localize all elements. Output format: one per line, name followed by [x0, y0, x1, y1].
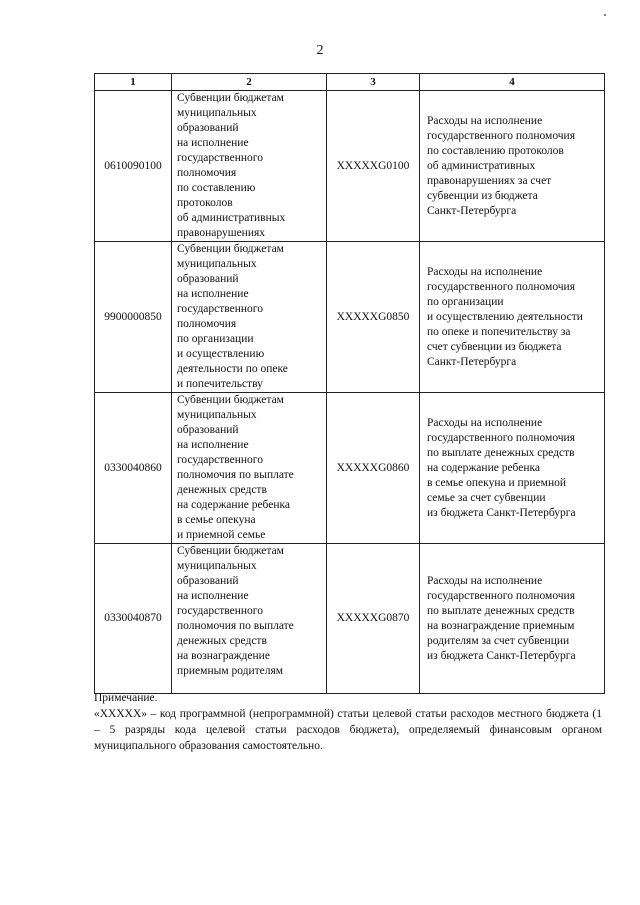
expense-line: по составлению протоколов	[427, 144, 564, 157]
expense-line: государственного полномочия	[427, 431, 575, 444]
program-code-cell: 9900000850	[95, 242, 172, 393]
description-line: и приемной семье	[177, 529, 266, 541]
description-line: образований	[177, 575, 239, 587]
expense-line: на содержание ребенка	[427, 461, 541, 474]
description-line: и осуществлению	[177, 348, 265, 360]
program-code-cell: 0610090100	[95, 91, 172, 242]
description-line: и попечительству	[177, 378, 263, 390]
description-line: на исполнение	[177, 137, 249, 149]
description-line: полномочия	[177, 167, 237, 179]
table-row	[95, 544, 605, 694]
expense-line: правонарушениях за счет	[427, 174, 552, 187]
note-text: «XXXXX» – код программной (непрограммной) статьи целевой статьи расходов местного бюджета (1 – 5 разряды кода целевой статьи расходов бюджета), определяемый финансовым органом муниципального образования самостоятельно.	[94, 708, 602, 752]
scan-speck	[604, 14, 606, 16]
target-code-cell: XXXXXG0100	[327, 91, 420, 242]
description-line: полномочия по выплате	[177, 469, 294, 481]
description-line: образований	[177, 122, 239, 134]
description-line: образований	[177, 273, 239, 285]
description-line: по составлению	[177, 182, 256, 194]
subvention-description-cell	[172, 393, 327, 544]
program-code-cell: 0330040870	[95, 544, 172, 694]
expense-line: в семье опекуна и приемной	[427, 476, 566, 489]
expense-line: Расходы на исполнение	[427, 114, 543, 127]
description-line: муниципальных	[177, 409, 257, 421]
expense-line: из бюджета Санкт-Петербурга	[427, 506, 576, 519]
description-line: государственного	[177, 152, 263, 164]
expense-line: по выплате денежных средств	[427, 446, 575, 459]
expense-line: по выплате денежных средств	[427, 604, 575, 617]
description-line: деятельности по опеке	[177, 363, 288, 375]
table-row	[95, 393, 605, 544]
description-line: государственного	[177, 454, 263, 466]
expense-line: родителям за счет субвенции	[427, 634, 570, 647]
expense-line: Санкт-Петербурга	[427, 204, 517, 217]
header-col-1: 1	[95, 74, 172, 91]
description-line: полномочия по выплате	[177, 620, 294, 632]
description-line: по организации	[177, 333, 254, 345]
description-line: на содержание ребенка	[177, 499, 291, 511]
description-line: приемным родителям	[177, 665, 284, 677]
description-line: муниципальных	[177, 560, 257, 572]
page-number: 2	[316, 43, 324, 58]
description-line: образований	[177, 424, 239, 436]
subvention-description-cell	[172, 544, 327, 694]
description-line: государственного	[177, 303, 263, 315]
description-line: протоколов	[177, 197, 233, 209]
table-row	[95, 242, 605, 393]
expense-line: Санкт-Петербурга	[427, 355, 517, 368]
target-code-cell: XXXXXG0850	[327, 242, 420, 393]
expense-line: на вознаграждение приемным	[427, 619, 575, 632]
expense-line: из бюджета Санкт-Петербурга	[427, 649, 576, 662]
expense-line: Расходы на исполнение	[427, 265, 543, 278]
description-line: денежных средств	[177, 484, 267, 496]
expense-line: субвенции из бюджета	[427, 189, 538, 202]
header-col-3: 3	[327, 74, 420, 91]
expense-line: государственного полномочия	[427, 280, 575, 293]
expense-line: государственного полномочия	[427, 129, 575, 142]
expense-line: по организации	[427, 295, 504, 308]
subvention-description-cell	[172, 242, 327, 393]
header-col-2: 2	[172, 74, 327, 91]
description-line: об административных	[177, 212, 286, 224]
description-line: на вознаграждение	[177, 650, 270, 662]
expense-line: государственного полномочия	[427, 589, 575, 602]
note-title: Примечание.	[94, 692, 158, 704]
expense-line: счет субвенции из бюджета	[427, 340, 562, 353]
expense-description-cell	[420, 544, 605, 694]
description-line: на исполнение	[177, 439, 249, 451]
description-line: Субвенции бюджетам	[177, 545, 284, 557]
note	[94, 690, 602, 754]
expense-line: по опеке и попечительству за	[427, 325, 571, 338]
description-line: муниципальных	[177, 258, 257, 270]
subvention-description-cell	[172, 91, 327, 242]
header-col-4: 4	[420, 74, 605, 91]
expense-line: и осуществлению деятельности	[427, 310, 583, 323]
description-line: на исполнение	[177, 288, 249, 300]
expense-line: Расходы на исполнение	[427, 416, 543, 429]
description-line: Субвенции бюджетам	[177, 394, 284, 406]
description-line: на исполнение	[177, 590, 249, 602]
description-line: муниципальных	[177, 107, 257, 119]
description-line: полномочия	[177, 318, 237, 330]
expense-line: Расходы на исполнение	[427, 574, 543, 587]
expense-line: семье за счет субвенции	[427, 491, 546, 504]
description-line: Субвенции бюджетам	[177, 92, 284, 104]
budget-table	[94, 73, 605, 694]
description-line: правонарушениях	[177, 227, 266, 239]
description-line: в семье опекуна	[177, 514, 256, 526]
table-row	[95, 91, 605, 242]
description-line: государственного	[177, 605, 263, 617]
target-code-cell: XXXXXG0870	[327, 544, 420, 694]
expense-description-cell	[420, 91, 605, 242]
program-code-cell: 0330040860	[95, 393, 172, 544]
description-line: денежных средств	[177, 635, 267, 647]
description-line: Субвенции бюджетам	[177, 243, 284, 255]
expense-line: об административных	[427, 159, 536, 172]
target-code-cell: XXXXXG0860	[327, 393, 420, 544]
expense-description-cell	[420, 242, 605, 393]
table-header-row	[95, 74, 605, 91]
expense-description-cell	[420, 393, 605, 544]
